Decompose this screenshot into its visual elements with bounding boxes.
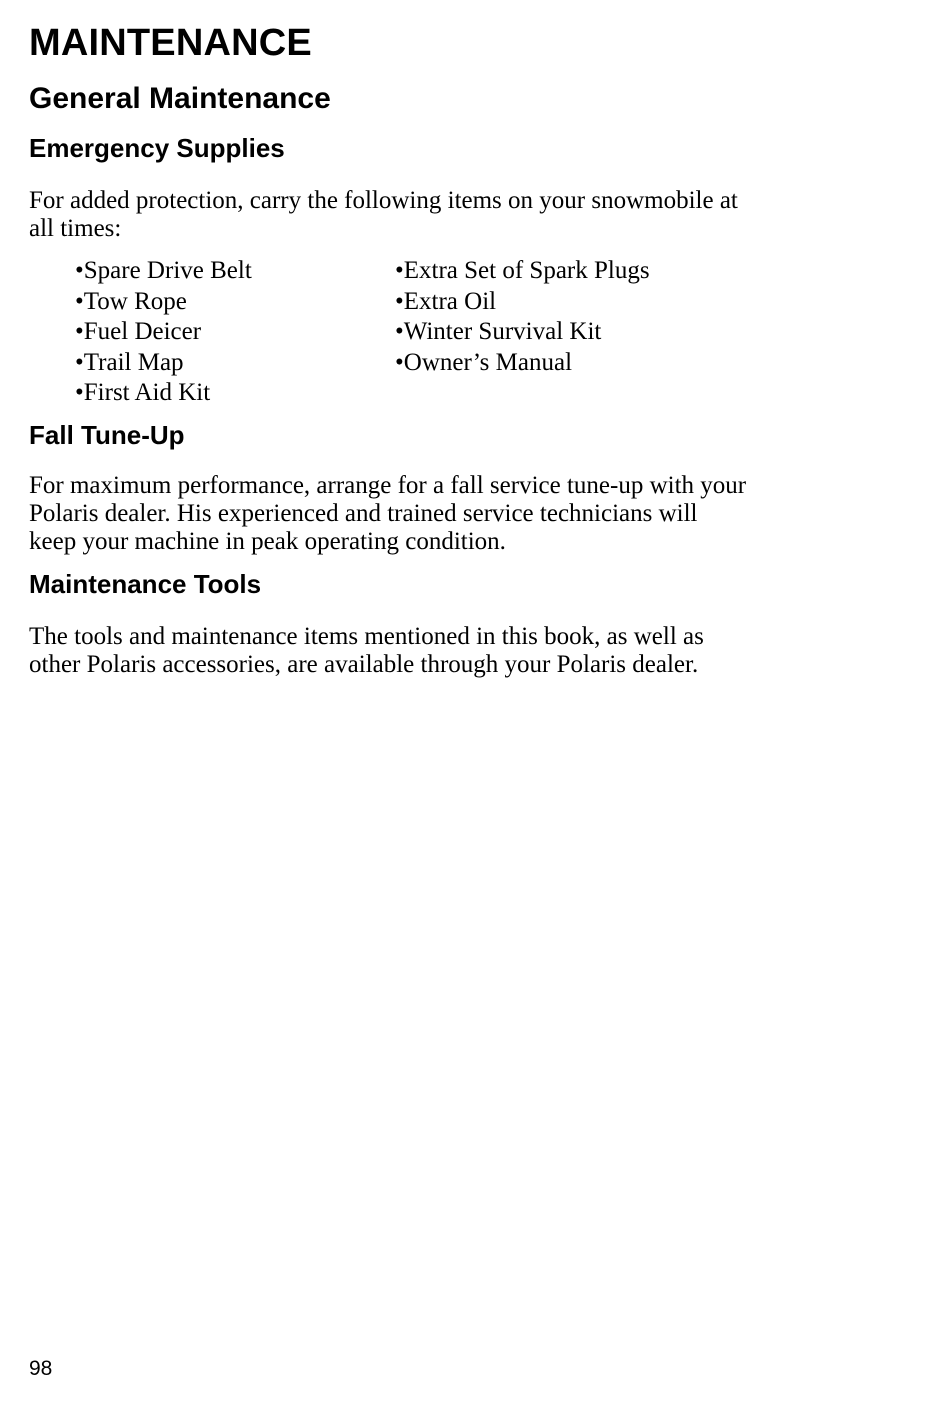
fall-tune-up-text: For maximum performance, arrange for a fall service tune-up with your Polaris dealer. His experienced and trained service technicians will keep your machine in peak operating condition. [29, 472, 747, 555]
list-item: •Trail Map [75, 348, 252, 379]
bullet-icon: • [75, 287, 84, 315]
bullet-icon: • [395, 257, 404, 284]
section-title: MAINTENANCE [29, 22, 312, 64]
emergency-supplies-intro: For added protection, carry the following items on your snowmobile at all times: [29, 187, 738, 242]
bullet-icon: • [75, 318, 84, 345]
bullet-icon: • [395, 318, 404, 345]
list-item: •Extra Set of Spark Plugs [395, 256, 650, 287]
list-item: •Owner’s Manual [395, 348, 650, 379]
list-item: •Extra Oil [395, 287, 650, 318]
page-number: 98 [29, 1357, 53, 1380]
manual-page [29, 0, 909, 1425]
fall-tune-up-heading: Fall Tune-Up [29, 420, 185, 450]
list-item: •Spare Drive Belt [75, 256, 252, 287]
subsection-title: General Maintenance [29, 82, 331, 115]
list-item: •Fuel Deicer [75, 317, 252, 348]
list-item: •Winter Survival Kit [395, 317, 650, 348]
bullet-icon: • [75, 379, 84, 406]
bullet-icon: • [395, 348, 404, 376]
supplies-list-left [75, 256, 252, 409]
bullet-icon: • [75, 348, 84, 376]
maintenance-tools-heading: Maintenance Tools [29, 569, 262, 599]
emergency-supplies-heading: Emergency Supplies [29, 133, 285, 163]
maintenance-tools-text: The tools and maintenance items mentioned in this book, as well as other Polaris accessories, are available through your Polaris dealer. [29, 623, 704, 678]
supplies-list-right [395, 256, 650, 378]
bullet-icon: • [395, 287, 404, 315]
list-item: •Tow Rope [75, 287, 252, 318]
bullet-icon: • [75, 257, 84, 284]
list-item: •First Aid Kit [75, 378, 252, 409]
